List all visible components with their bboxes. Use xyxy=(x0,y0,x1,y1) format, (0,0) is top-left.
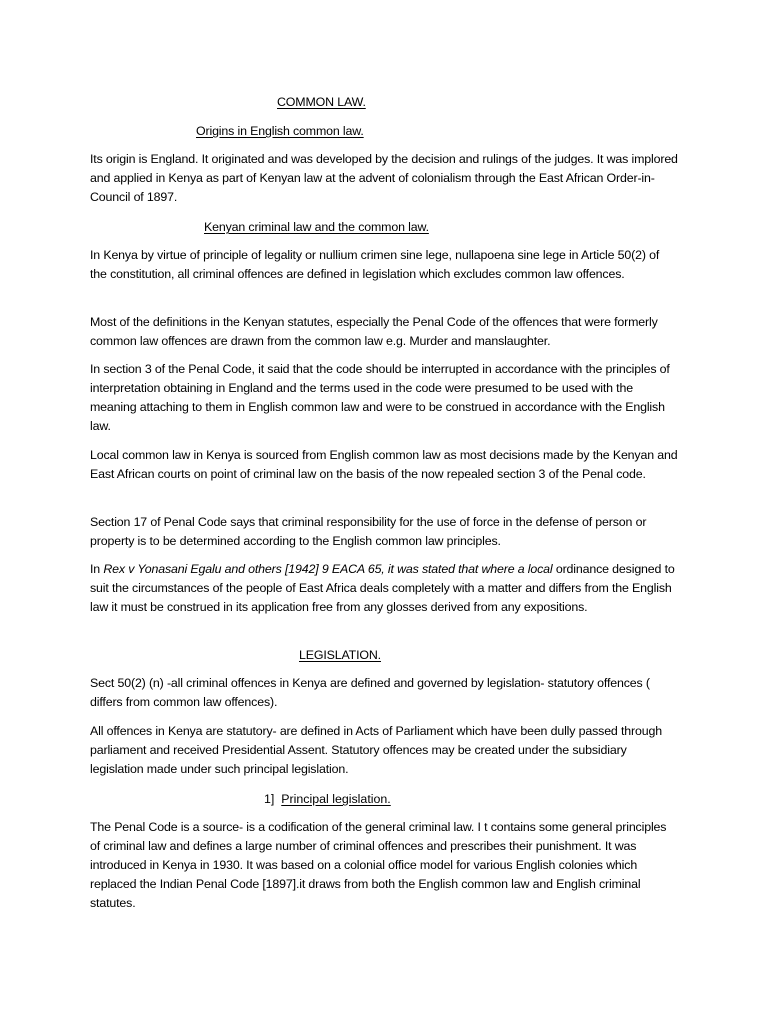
paragraph-legality: In Kenya by virtue of principle of legality or nullium crimen sine lege, nullapoena sine lege in Article 50(2) of the constitution, all criminal offences are defined in legislation which excludes common law offences. xyxy=(90,248,660,281)
subtitle-origins xyxy=(196,122,364,141)
subtitle-origins-text: Origins in English common law. xyxy=(196,124,364,138)
rex-rest: ordinance designed to suit the circumstances of the people of East Africa deals completely with a matter and differs from the English law it must be construed in its application free from any glosses derived from any expositions. xyxy=(90,562,675,614)
paragraph-sect50: Sect 50(2) (n) -all criminal offences in Kenya are defined and governed by legislation- statutory offences ( differs from common law offences). xyxy=(90,676,650,709)
paragraph-statutory: All offences in Kenya are statutory- are defined in Acts of Parliament which have been dully passed through parliament and received Presidential Assent. Statutory offences may be created under the subsidiary legislation made under such principal legislation. xyxy=(90,724,662,776)
document-title xyxy=(277,93,366,112)
paragraph-origin: Its origin is England. It originated and was developed by the decision and rulings of the judges. It was implored and applied in Kenya as part of Kenyan law at the advent of colonialism through the East African Order-in-Council of 1897. xyxy=(90,152,678,204)
subtitle-principal-legislation xyxy=(264,790,391,809)
paragraph-local-common-law: Local common law in Kenya is sourced from English common law as most decisions made by the Kenyan and East African courts on point of criminal law on the basis of the now repealed section 3 of the Penal code. xyxy=(90,448,678,481)
principal-number: 1] xyxy=(264,792,275,806)
rex-prefix: In xyxy=(90,562,104,576)
paragraph-section3: In section 3 of the Penal Code, it said that the code should be interrupted in accordance with the principles of interpretation obtaining in England and the terms used in the code were presumed to be used with the meaning attaching to them in English common law and were to be construed in accordance with the English law. xyxy=(90,362,670,433)
subtitle-legislation-text: LEGISLATION. xyxy=(299,648,381,662)
subtitle-kenyan xyxy=(204,218,429,237)
paragraph-section17: Section 17 of Penal Code says that criminal responsibility for the use of force in the defense of person or property is to be determined according to the English common law principles. xyxy=(90,515,647,548)
rex-case-citation: Rex v Yonasani Egalu and others [1942] 9 EACA 65, it was stated that where a local xyxy=(103,562,553,576)
subtitle-legislation xyxy=(299,646,381,665)
paragraph-definitions: Most of the definitions in the Kenyan statutes, especially the Penal Code of the offences that were formerly common law offences are drawn from the common law e.g. Murder and manslaughter. xyxy=(90,315,658,348)
paragraph-penal-code: The Penal Code is a source- is a codification of the general criminal law. I t contains some general principles of criminal law and defines a large number of criminal offences and prescribes their punishment. It was introduced in Kenya in 1930. It was based on a colonial office model for various English colonies which replaced the Indian Penal Code [1897].it draws from both the English common law and English criminal statutes. xyxy=(90,820,667,910)
principal-title: Principal legislation. xyxy=(281,792,391,806)
document-title-text: COMMON LAW. xyxy=(277,95,366,109)
paragraph-rex-case xyxy=(90,560,678,617)
subtitle-kenyan-text: Kenyan criminal law and the common law. xyxy=(204,220,429,234)
